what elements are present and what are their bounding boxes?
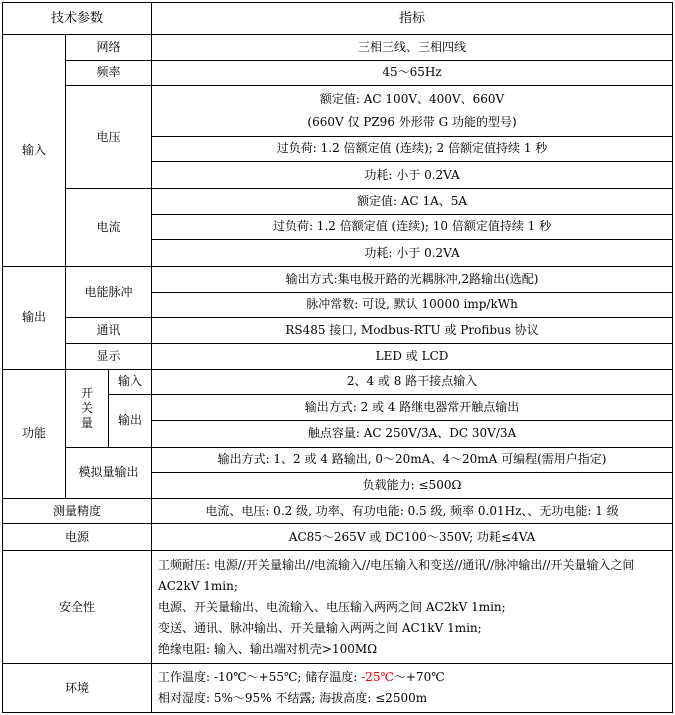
safety-line3: 变送、通讯、脉冲输出、开关量输入两两之间 AC1kV 1min; [158,620,482,635]
comm-label: 通讯 [66,317,152,343]
switch-in-value: 2、4 或 8 路干接点输入 [152,369,673,394]
humidity: 相对湿度: 5%～95% 不结露; 海拔高度: ≤2500m [158,691,428,706]
switch-in-label: 输入 [109,369,152,394]
switch-char-1: 开 [80,385,93,400]
input-label: 输入 [3,35,66,267]
power-supply-label: 电源 [3,524,152,550]
voltage-overload: 过负荷: 1.2 倍额定值 (连续); 2 倍额定值持续 1 秒 [152,136,673,161]
voltage-rated-line1: 额定值: AC 100V、400V、660V [319,91,505,106]
switch-out-label: 输出 [109,394,152,447]
voltage-power: 功耗: 小于 0.2VA [152,161,673,188]
safety-value [152,550,673,663]
current-label: 电流 [66,189,152,267]
current-power: 功耗: 小于 0.2VA [152,239,673,266]
voltage-rated-line2: (660V 仅 PZ96 外形带 G 功能的型号) [307,114,517,129]
environment-label: 环境 [3,664,152,713]
store-temp-low: -25℃ [361,670,394,685]
pulse-constant: 脉冲常数: 可设, 默认 10000 imp/kWh [152,292,673,317]
safety-line2: 电源、开关量输出、电流输入、电压输入两两之间 AC2kV 1min; [158,599,506,614]
work-temp: 工作温度: -10℃～+55℃; 储存温度: [158,670,358,685]
switch-char-2: 关 [80,400,93,415]
current-overload: 过负荷: 1.2 倍额定值 (连续); 10 倍额定值持续 1 秒 [152,214,673,239]
network-value: 三相三线、三相四线 [152,35,673,60]
pulse-mode: 输出方式:集电极开路的光耦脉冲,2路输出(选配) [152,267,673,292]
output-label: 输出 [3,267,66,369]
accuracy-label: 测量精度 [3,499,152,524]
spec-table [2,2,673,713]
header-spec: 指标 [152,3,673,35]
display-value: LED 或 LCD [152,344,673,369]
switch-char-3: 量 [80,415,93,430]
frequency-value: 45～65Hz [152,60,673,85]
frequency-label: 频率 [66,60,152,85]
switch-label [66,369,109,447]
environment-value [152,664,673,713]
safety-line1: 工频耐压: 电源//开关量输出//电流输入//电压输入和变送//通讯//脉冲输出//开关量输入之间 AC2kV 1min; [158,557,635,593]
current-rated: 额定值: AC 1A、5A [152,189,673,214]
accuracy-value: 电流、电压: 0.2 级, 功率、有功电能: 0.5 级, 频率 0.01Hz、、无功电能: 1 级 [152,499,673,524]
network-label: 网络 [66,35,152,60]
analog-mode: 输出方式: 1、2 或 4 路输出, 0～20mA、4～20mA 可编程(需用户指定) [152,447,673,472]
display-label: 显示 [66,344,152,369]
power-supply-value: AC85～265V 或 DC100～350V; 功耗≤4VA [152,524,673,550]
safety-label: 安全性 [3,550,152,663]
header-param: 技术参数 [3,3,152,35]
store-temp-high: ～+70℃ [393,670,445,685]
switch-out-capacity: 触点容量: AC 250V/3A、DC 30V/3A [152,421,673,447]
pulse-label: 电能脉冲 [66,267,152,318]
header-row [3,3,673,35]
safety-line4: 绝缘电阻: 输入、输出端对机壳>100MΩ [158,641,378,656]
voltage-label: 电压 [66,86,152,189]
function-label: 功能 [3,369,66,499]
voltage-rated [152,86,673,137]
switch-out-mode: 输出方式: 2 或 4 路继电器常开触点输出 [152,394,673,420]
comm-value: RS485 接口, Modbus-RTU 或 Profibus 协议 [152,317,673,343]
analog-label: 模拟量输出 [66,447,152,499]
analog-load: 负载能力: ≤500Ω [152,472,673,498]
